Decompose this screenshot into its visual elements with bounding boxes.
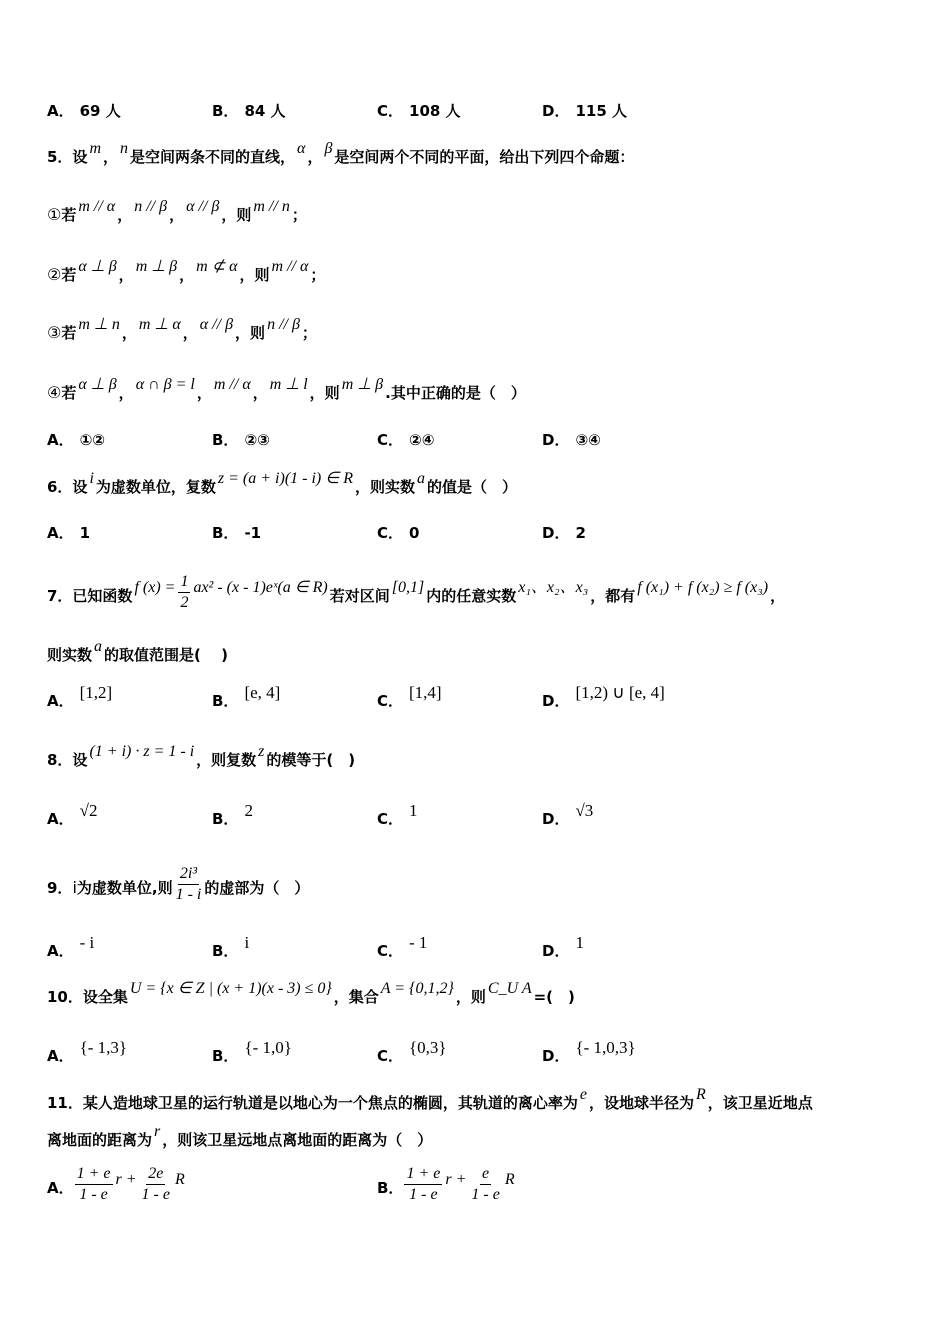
option-label: B． <box>212 1047 239 1065</box>
text-segment: ； <box>291 206 307 224</box>
text-segment: 的虚部为（ ） <box>204 879 310 897</box>
question-7-cont <box>47 638 228 665</box>
text-segment: ， <box>770 587 786 605</box>
text-segment: 若对区间 <box>329 587 390 605</box>
option-label: A． <box>47 692 74 710</box>
option-label: D． <box>542 692 570 710</box>
text-segment: 5．设 <box>47 148 88 166</box>
text-segment: 的取值范围是( ) <box>104 646 228 664</box>
text-segment: ，则 <box>455 988 486 1006</box>
option-a <box>47 522 90 543</box>
option-b <box>212 522 261 543</box>
text-segment: ，则实数 <box>354 478 415 496</box>
fraction-denominator: 1 - e <box>471 1186 500 1203</box>
option-label: C． <box>377 524 404 542</box>
text-segment: 若 <box>61 324 77 342</box>
option-label: B． <box>212 431 239 449</box>
option-label: A． <box>47 524 74 542</box>
option-c <box>377 683 442 711</box>
option-c <box>377 522 419 543</box>
option-label: A． <box>47 431 74 449</box>
text-segment: ， <box>307 148 323 166</box>
q11-option-a <box>47 1165 187 1209</box>
text-segment: 8．设 <box>47 751 88 769</box>
question-6 <box>47 470 517 497</box>
text-segment: ， <box>117 206 133 224</box>
option-value: 1 <box>79 524 91 542</box>
text-segment: 的值是（ ） <box>426 478 517 496</box>
text-segment: 内的任意实数 <box>426 587 517 605</box>
math-expression: m // α <box>78 198 116 215</box>
option-value: 2 <box>575 524 586 542</box>
text-segment: 则实数 <box>47 646 93 664</box>
proposition-1 <box>47 198 307 225</box>
option-d <box>542 801 594 829</box>
math-expression: α ∩ β = l <box>135 376 195 393</box>
text-segment: 9． <box>47 879 73 897</box>
math-expression: m ⊥ α <box>138 316 181 333</box>
option-a <box>47 933 95 961</box>
option-c <box>377 1038 447 1066</box>
text-segment: ② <box>47 265 62 284</box>
option-d <box>542 429 601 450</box>
math-expression: R <box>504 1171 515 1188</box>
option-value: [e, 4] <box>244 683 281 702</box>
math-expression: n <box>120 140 129 157</box>
math-expression: r <box>154 1123 161 1140</box>
math-expression: m ⊥ l <box>269 376 308 393</box>
fraction-numerator: 1 <box>178 572 190 593</box>
option-b <box>212 683 281 711</box>
text-segment: 若 <box>61 266 77 284</box>
text-segment: ，则复数 <box>196 751 257 769</box>
fraction-denominator: 1 - e <box>79 1186 108 1203</box>
text-segment: ； <box>310 266 326 284</box>
proposition-3 <box>47 316 317 343</box>
text-segment: ，设地球半径为 <box>589 1094 695 1112</box>
option-label: D． <box>542 1047 570 1065</box>
option-c <box>377 429 434 450</box>
fraction <box>404 1164 442 1205</box>
option-value: 0 <box>409 524 420 542</box>
fraction <box>174 864 204 905</box>
math-expression: α // β <box>186 198 220 215</box>
proposition-2 <box>47 258 326 285</box>
option-value: {0,3} <box>409 1038 447 1057</box>
q11-option-b <box>377 1165 517 1209</box>
math-expression: r + <box>115 1171 137 1188</box>
option-label: D． <box>542 524 570 542</box>
option-a <box>47 100 121 121</box>
option-value: √3 <box>575 801 594 820</box>
question-8 <box>47 743 356 770</box>
option-label: D． <box>542 810 570 828</box>
option-d <box>542 100 627 121</box>
option-label: C． <box>377 810 404 828</box>
option-label: C． <box>377 1047 404 1065</box>
option-value: {- 1,0} <box>244 1038 292 1057</box>
option-c <box>377 100 461 121</box>
fraction-denominator: 1 - e <box>141 1186 170 1203</box>
option-label: A． <box>47 102 74 120</box>
option-b <box>212 429 270 450</box>
option-b <box>212 801 253 829</box>
option-c <box>377 933 428 961</box>
option-a <box>47 429 105 450</box>
math-expression: f (x) = <box>134 579 176 596</box>
option-label: C． <box>377 942 404 960</box>
math-expression: α ⊥ β <box>78 376 117 393</box>
question-11-cont <box>47 1123 433 1150</box>
option-value: {- 1,3} <box>79 1038 128 1057</box>
math-expression: U = {x ∈ Z | (x + 1)(x - 3) ≤ 0} <box>129 980 332 997</box>
text-segment: ，则 <box>239 266 270 284</box>
option-value: 1 <box>575 933 584 952</box>
option-value: ③④ <box>575 431 601 449</box>
option-value: 115 人 <box>575 102 627 120</box>
math-expression: β <box>324 140 333 157</box>
option-value: -1 <box>244 524 262 542</box>
text-segment: 7．已知函数 <box>47 587 133 605</box>
text-segment: =( ) <box>533 988 575 1006</box>
option-a <box>47 683 113 711</box>
text-segment: 的模等于( ) <box>266 751 356 769</box>
option-label: D． <box>542 942 570 960</box>
text-segment: ④ <box>47 383 62 402</box>
math-expression: m // n <box>253 198 290 215</box>
option-d <box>542 1038 636 1066</box>
fraction <box>469 1164 501 1205</box>
option-a <box>47 801 98 829</box>
math-expression: α <box>297 140 306 157</box>
option-label: D． <box>542 431 570 449</box>
text-segment: 为虚数单位，复数 <box>95 478 216 496</box>
question-10 <box>47 980 575 1007</box>
text-segment: ，集合 <box>333 988 379 1006</box>
option-label: B． <box>212 102 239 120</box>
text-segment: ， <box>121 324 137 342</box>
math-expression: e <box>579 1086 587 1103</box>
fraction-numerator: 1 + e <box>404 1164 442 1185</box>
option-value: 1 <box>409 801 418 820</box>
fraction-numerator: 2i³ <box>178 864 199 885</box>
text-segment: ，则 <box>309 384 340 402</box>
fraction-numerator: 1 + e <box>75 1164 113 1185</box>
text-segment: ， <box>103 148 119 166</box>
math-expression: m ⊥ n <box>78 316 120 333</box>
proposition-4 <box>47 376 526 403</box>
text-segment: A． <box>47 1179 74 1197</box>
math-expression: m // α <box>271 258 309 275</box>
text-segment: 若 <box>61 206 77 224</box>
option-value: √2 <box>79 801 98 820</box>
math-expression: n // β <box>134 198 168 215</box>
math-expression: m ⊄ α <box>196 258 238 275</box>
text-segment: 10．设全集 <box>47 988 128 1006</box>
math-expression: A = {0,1,2} <box>380 980 454 997</box>
text-segment: 离地面的距离为 <box>47 1131 153 1149</box>
text-segment: 为虚数单位,则 <box>76 879 173 897</box>
option-value: ①② <box>79 431 106 449</box>
option-value: 108 人 <box>409 102 461 120</box>
math-expression: i <box>89 470 94 487</box>
text-segment: ， <box>118 384 134 402</box>
option-value: {- 1,0,3} <box>575 1038 636 1057</box>
fraction-numerator: 2e <box>146 1164 165 1185</box>
question-11 <box>47 1086 813 1113</box>
math-expression: m ⊥ β <box>341 376 384 393</box>
option-label: A． <box>47 942 74 960</box>
math-expression: (1 + i) · z = 1 - i <box>89 743 195 760</box>
math-expression: α ⊥ β <box>78 258 117 275</box>
text-segment: 6．设 <box>47 478 88 496</box>
fraction-denominator: 1 - e <box>409 1186 438 1203</box>
question-7 <box>47 573 786 617</box>
text-segment: ， <box>196 384 212 402</box>
math-expression: ax² - (x - 1)eˣ(a ∈ R) <box>193 579 328 596</box>
math-expression: m <box>89 140 101 157</box>
option-label: C． <box>377 102 404 120</box>
option-label: C． <box>377 692 404 710</box>
option-label: A． <box>47 810 74 828</box>
math-expression: [0,1] <box>391 579 425 596</box>
option-b <box>212 1038 292 1066</box>
math-expression: m // α <box>213 376 251 393</box>
text-segment: .其中正确的是（ ） <box>385 384 526 402</box>
math-expression: a <box>94 638 103 655</box>
option-d <box>542 683 665 711</box>
fraction-denominator: 2 <box>180 594 189 611</box>
math-expression: x₁、x₂、x₃ <box>518 579 589 596</box>
text-segment: ，则 <box>221 206 252 224</box>
option-c <box>377 801 418 829</box>
text-segment: ，则该卫星远地点离地面的距离为（ ） <box>162 1131 433 1149</box>
question-9 <box>47 865 310 909</box>
option-value: - 1 <box>409 933 428 952</box>
text-segment: ， <box>182 324 198 342</box>
option-b <box>212 100 286 121</box>
text-segment: ， <box>169 206 185 224</box>
fraction-denominator: 1 - i <box>175 886 202 903</box>
text-segment: ，该卫星近地点 <box>707 1094 813 1112</box>
text-segment: 11．某人造地球卫星的运行轨道是以地心为一个焦点的椭圆，其轨道的离心率为 <box>47 1094 578 1112</box>
option-value: ②④ <box>409 431 435 449</box>
option-label: C． <box>377 431 404 449</box>
text-segment: ③ <box>47 323 62 342</box>
fraction <box>75 1164 113 1205</box>
text-segment: ，都有 <box>590 587 636 605</box>
option-label: D． <box>542 102 570 120</box>
text-segment: 若 <box>61 384 77 402</box>
text-segment: ， <box>118 266 134 284</box>
option-a <box>47 1038 128 1066</box>
math-expression: a <box>416 470 425 487</box>
fraction <box>178 572 190 613</box>
option-label: B． <box>212 692 239 710</box>
text-segment: ， <box>252 384 268 402</box>
math-expression: m ⊥ β <box>135 258 178 275</box>
option-value: 84 人 <box>244 102 286 120</box>
option-label: B． <box>212 942 239 960</box>
math-expression: n // β <box>267 316 300 333</box>
text-segment: 是空间两个不同的平面，给出下列四个命题： <box>334 148 635 166</box>
option-value: [1,4] <box>409 683 442 702</box>
text-segment: 是空间两条不同的直线， <box>130 148 296 166</box>
option-label: B． <box>212 810 239 828</box>
option-value: 2 <box>244 801 253 820</box>
math-expression: R <box>696 1086 706 1103</box>
option-d <box>542 522 586 543</box>
option-value: - i <box>79 933 95 952</box>
text-segment: ， <box>179 266 195 284</box>
option-d <box>542 933 584 961</box>
math-expression: r + <box>445 1171 467 1188</box>
text-segment: B． <box>377 1179 404 1197</box>
text-segment: i <box>72 878 77 897</box>
math-expression: α // β <box>199 316 234 333</box>
math-expression: f (x₁) + f (x₂) ≥ f (x₃) <box>637 579 769 596</box>
question-5 <box>47 140 635 167</box>
option-label: A． <box>47 1047 74 1065</box>
math-expression: R <box>174 1171 185 1188</box>
math-expression: z = (a + i)(1 - i) ∈ R <box>217 470 353 487</box>
option-b <box>212 933 250 961</box>
option-value: ②③ <box>244 431 270 449</box>
option-value: [1,2] <box>79 683 113 702</box>
option-value: [1,2) ∪ [e, 4] <box>575 683 665 702</box>
math-expression: C_U A <box>487 980 532 997</box>
text-segment: ，则 <box>235 324 266 342</box>
fraction <box>140 1164 172 1205</box>
text-segment: ； <box>301 324 317 342</box>
math-expression: z <box>258 743 265 760</box>
option-value: 69 人 <box>79 102 121 120</box>
text-segment: ① <box>47 205 62 224</box>
option-label: B． <box>212 524 239 542</box>
fraction-numerator: e <box>480 1164 491 1185</box>
option-value: i <box>244 933 250 952</box>
